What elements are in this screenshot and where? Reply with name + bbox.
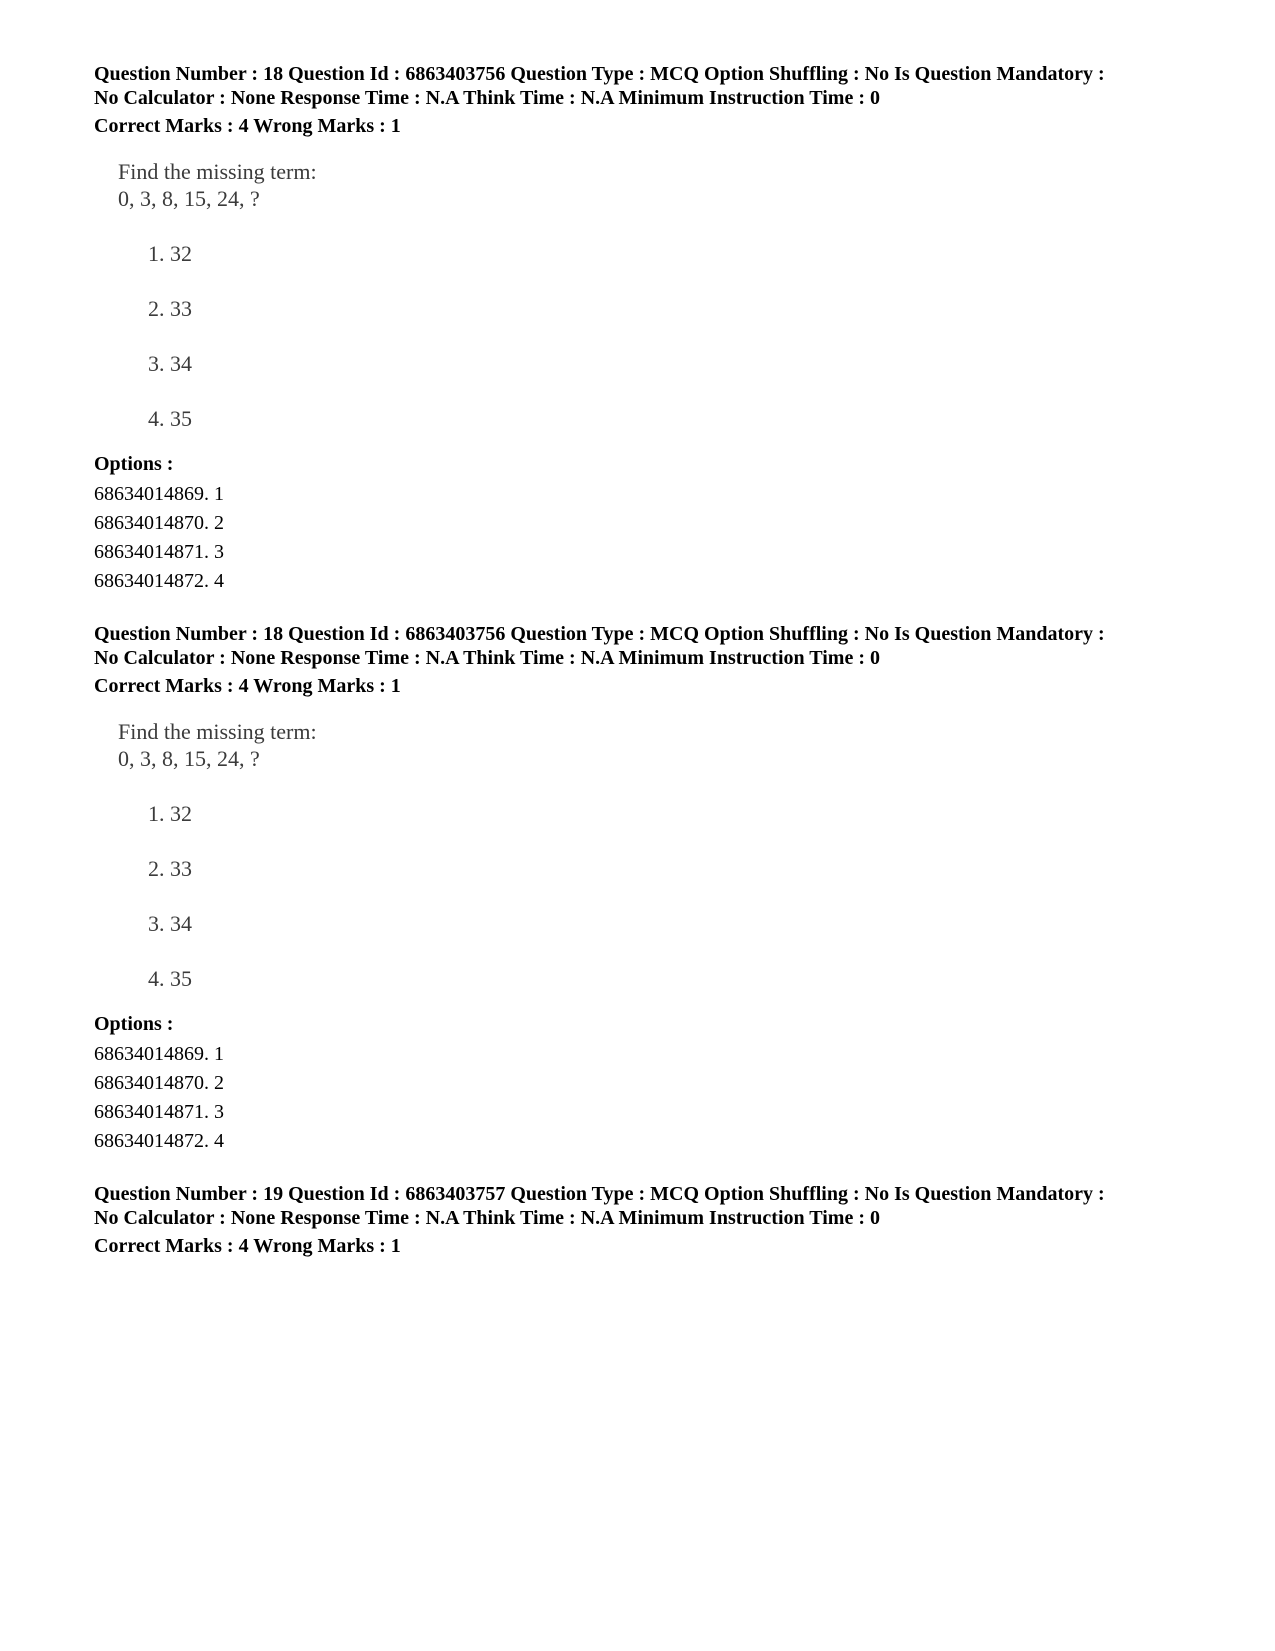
question-choice: 4. 35 (148, 406, 192, 431)
question-header-line-1: Question Number : 18 Question Id : 6863403756 Question Type : MCQ Option Shuffling : No Is Question Mandatory : (94, 623, 1105, 645)
option-item: 68634014872. 4 (94, 570, 224, 592)
options-title: Options : (94, 1013, 174, 1035)
question-block (94, 62, 1204, 596)
question-choices (148, 800, 518, 1020)
question-choice: 1. 32 (148, 801, 192, 826)
option-item: 68634014869. 1 (94, 483, 224, 505)
question-choice: 3. 34 (148, 911, 192, 936)
option-item: 68634014871. 3 (94, 1101, 224, 1123)
question-sequence: 0, 3, 8, 15, 24, ? (118, 746, 260, 771)
question-marks: Correct Marks : 4 Wrong Marks : 1 (94, 1235, 401, 1257)
question-image (118, 718, 518, 1008)
question-header-line-2: No Calculator : None Response Time : N.A Think Time : N.A Minimum Instruction Time : 0 (94, 1207, 880, 1229)
question-header-line-1: Question Number : 18 Question Id : 6863403756 Question Type : MCQ Option Shuffling : No Is Question Mandatory : (94, 63, 1105, 85)
question-image (118, 158, 518, 448)
question-prompt: Find the missing term: (118, 159, 317, 184)
question-header-line-2: No Calculator : None Response Time : N.A Think Time : N.A Minimum Instruction Time : 0 (94, 87, 880, 109)
option-item: 68634014869. 1 (94, 1043, 224, 1065)
question-choice: 1. 32 (148, 241, 192, 266)
question-block (94, 622, 1204, 1156)
question-sequence: 0, 3, 8, 15, 24, ? (118, 186, 260, 211)
options-list (94, 480, 1204, 596)
question-header-line-2: No Calculator : None Response Time : N.A Think Time : N.A Minimum Instruction Time : 0 (94, 647, 880, 669)
question-block (94, 1182, 1204, 1258)
option-item: 68634014870. 2 (94, 512, 224, 534)
question-choice: 3. 34 (148, 351, 192, 376)
options-list (94, 1040, 1204, 1156)
question-header-line-1: Question Number : 19 Question Id : 6863403757 Question Type : MCQ Option Shuffling : No Is Question Mandatory : (94, 1183, 1105, 1205)
option-item: 68634014871. 3 (94, 541, 224, 563)
question-choices (148, 240, 518, 460)
option-item: 68634014872. 4 (94, 1130, 224, 1152)
options-title: Options : (94, 453, 174, 475)
question-choice: 2. 33 (148, 296, 192, 321)
option-item: 68634014870. 2 (94, 1072, 224, 1094)
question-marks: Correct Marks : 4 Wrong Marks : 1 (94, 115, 401, 137)
question-choice: 2. 33 (148, 856, 192, 881)
question-choice: 4. 35 (148, 966, 192, 991)
question-marks: Correct Marks : 4 Wrong Marks : 1 (94, 675, 401, 697)
question-prompt: Find the missing term: (118, 719, 317, 744)
